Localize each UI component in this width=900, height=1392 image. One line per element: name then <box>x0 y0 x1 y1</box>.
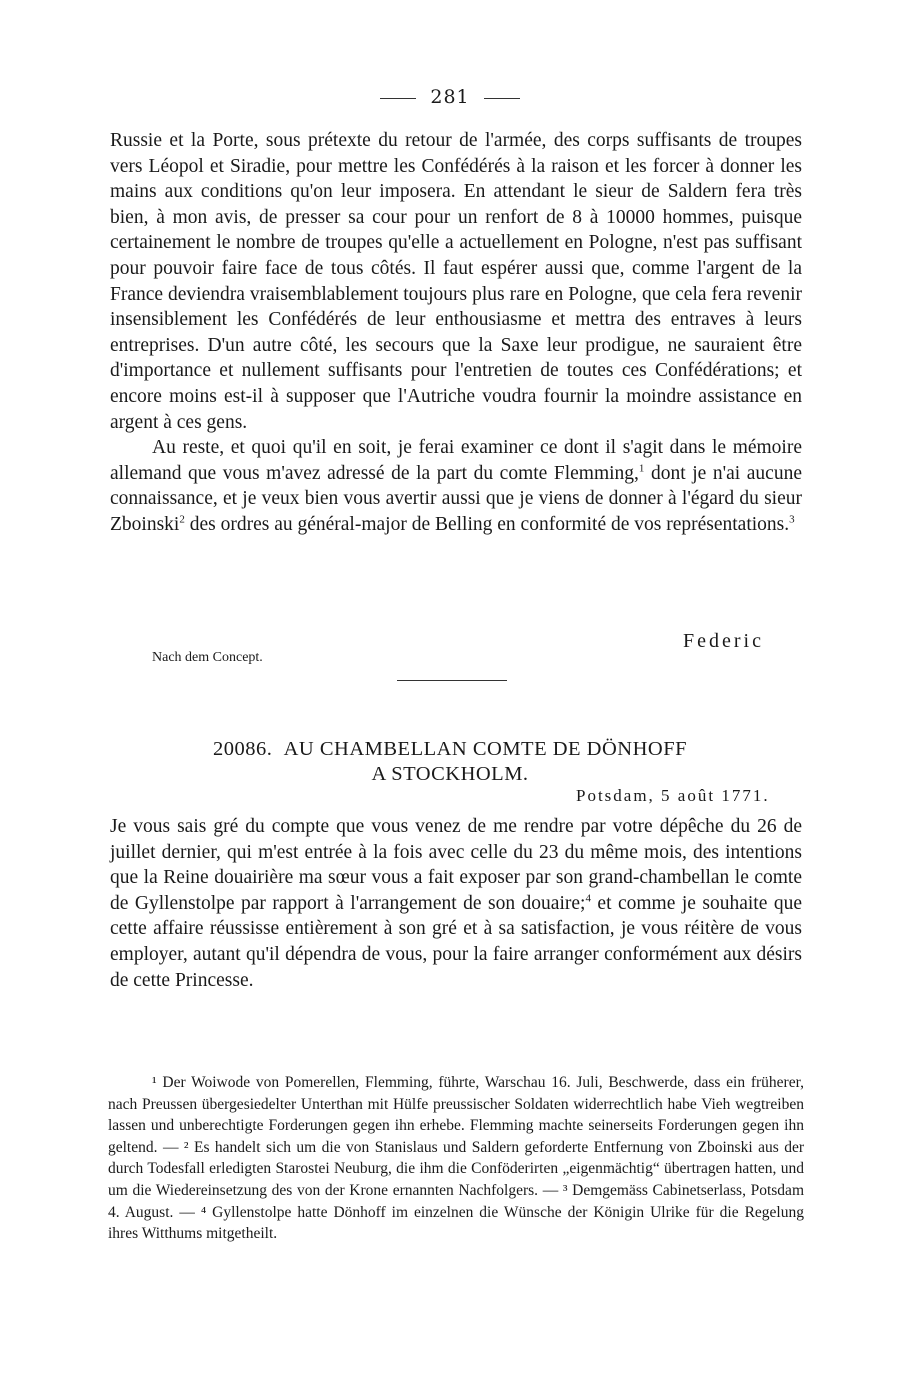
letter-body <box>110 814 802 993</box>
footnotes <box>108 1072 804 1245</box>
paragraph-text: et comme je souhaite que cette affaire réussisse entièrement à son gré et à sa satisfaction, je vous réitère de vous employer, autant qu'il dépendra de vous, pour la faire arranger conformément aux désirs de cette Princesse. <box>110 892 802 991</box>
paragraph-text: Je vous sais gré du compte que vous venez de me rendre par votre dépêche du 26 de juillet dernier, qui m'est entrée à la fois avec celle du 23 du même mois, des intentions que la Reine douairière ma sœur vous a fait exposer par son grand-chambellan le comte de Gyllenstolpe par rapport à l'arrangement de son douaire; <box>110 816 802 914</box>
footnote-text: ¹ Der Woiwode von Pomerellen, Flemming, führte, Warschau 16. Juli, Beschwerde, dass ein früherer, nach Preussen übergesiedelter Unterthan mit Hülfe preussischer Soldaten widerrechtlich habe Vieh wegtreiben lassen und unberechtigte Forderungen gegen ihn erhebe. Flemming machte seinerseits Forderungen gegen ihn geltend. — ² Es handelt sich um die von Stanislaus und Saldern geforderte Entfernung von Zboinski aus der durch Todesfall erledigten Starostei Neuburg, die ihm die Conföderirten „eigenmächtig“ übertragen hatten, und um die Wiedereinsetzung des von der Krone ernannten Nachfolgers. — ³ Demgemäss Cabinetserlass, Potsdam 4. August. — ⁴ Gyllenstolpe hatte Dönhoff im einzelnen die Wünsche der Königin Ulrike für die Regelung ihres Witthums mitgetheilt. <box>108 1074 804 1243</box>
running-header <box>0 86 900 108</box>
header-dash-right <box>484 98 520 99</box>
footnote-ref: 4 <box>585 892 591 905</box>
footnote-ref: 3 <box>789 513 795 526</box>
paragraph <box>110 814 802 993</box>
letter-title <box>0 738 900 761</box>
letter-number: 20086. <box>213 738 273 760</box>
paragraph <box>110 435 802 537</box>
letter-addressee: AU CHAMBELLAN COMTE DE DÖNHOFF <box>283 738 687 760</box>
footnote-ref: 2 <box>179 513 185 526</box>
letter-continuation <box>110 128 802 538</box>
letter-title-line2: A STOCKHOLM. <box>371 763 529 785</box>
source-note: Nach dem Concept. <box>152 650 263 665</box>
section-divider <box>397 680 507 681</box>
paragraph-text: des ordres au général-major de Belling en conformité de vos représentations. <box>184 513 790 535</box>
dateline: Potsdam, 5 août 1771. <box>576 786 770 805</box>
paragraph: Russie et la Porte, sous prétexte du retour de l'armée, des corps suffisants de troupes vers Léopol et Siradie, pour mettre les Confédérés à la raison et les forcer à donner les mains aux conditions qu'on leur imposera. En attendant le sieur de Saldern fera très bien, à mon avis, de presser sa cour pour un renfort de 8 à 10000 hommes, puisque certainement le nombre de troupes qu'elle a actuellement en Pologne, n'est pas suffisant pour pouvoir faire face de tous côtés. Il faut espérer aussi que, comme l'argent de la France deviendra vraisemblablement toujours plus rare en Pologne, que cela fera revenir insensiblement les Confédérés de leur enthousiasme et mettra des entraves à leurs entreprises. D'un autre côté, les secours que la Saxe leur prodigue, ne sauraient être d'importance et nullement suffisants pour l'entretien de toutes ces Confédérations; et encore moins est-il à supposer que l'Autriche voudra fournir la moindre assistance en argent à ces gens. <box>110 130 802 433</box>
signature: Federic <box>683 630 764 652</box>
paragraph-text: dont je n'ai aucune connaissance, et je veux bien vous avertir aussi que je viens de donner à l'égard du sieur Zboinski <box>110 462 802 535</box>
paragraph-text: Au reste, et quoi qu'il en soit, je ferai examiner ce dont il s'agit dans le mémoire allemand que vous m'avez adressé de la part du comte Flemming, <box>110 437 802 484</box>
header-dash-left <box>380 98 416 99</box>
footnote-ref: 1 <box>638 462 645 475</box>
page-number: 281 <box>430 86 470 108</box>
